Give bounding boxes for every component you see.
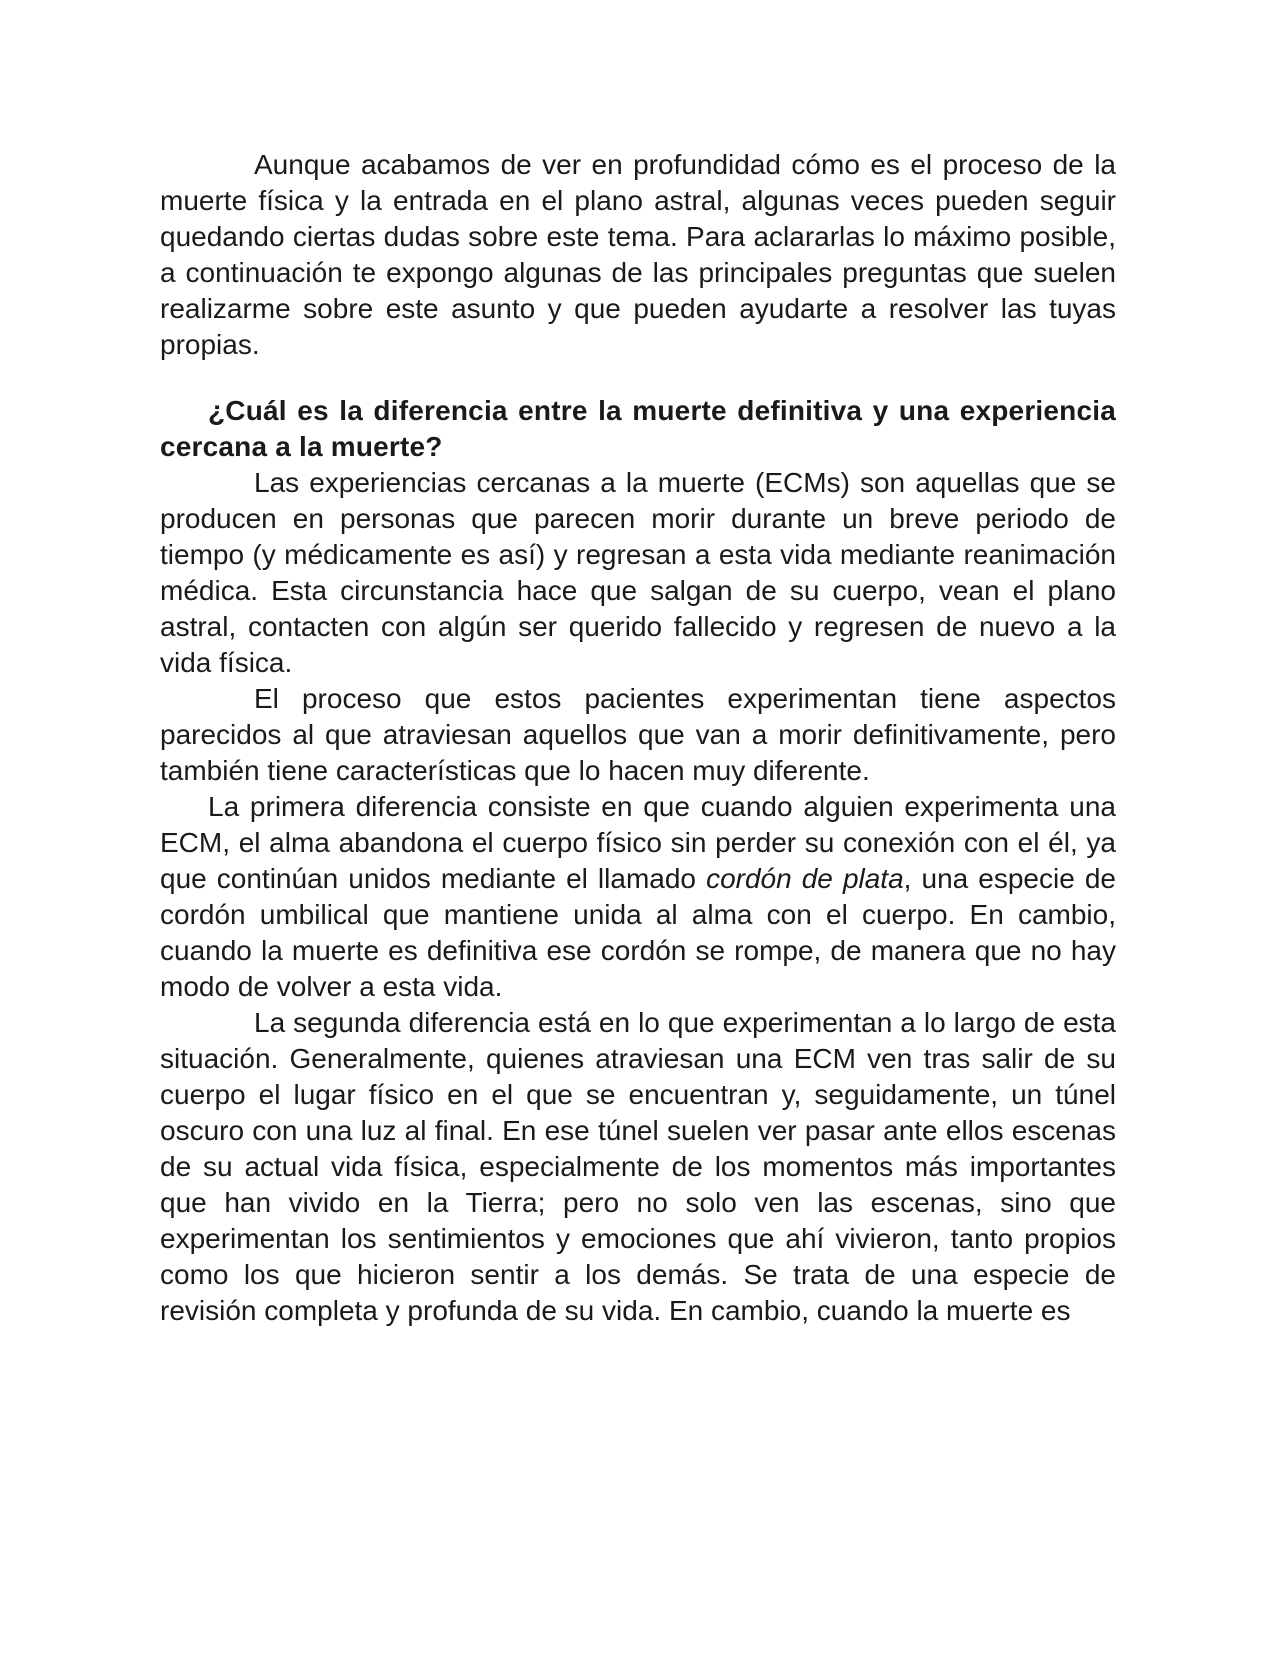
question-heading: ¿Cuál es la diferencia entre la muerte definitiva y una experiencia cercana a la muerte? — [160, 395, 1116, 462]
answer-paragraph-3 — [160, 789, 1116, 1005]
intro-paragraph: Aunque acabamos de ver en profundidad cómo es el proceso de la muerte física y la entrada en el plano astral, algunas veces pueden seguir quedando ciertas dudas sobre este tema. Para aclararlas lo máximo posible, a continuación te expongo algunas de las principales preguntas que suelen realizarme sobre este asunto y que pueden ayudarte a resolver las tuyas propias. — [160, 149, 1116, 360]
italic-term: cordón de plata — [706, 863, 904, 894]
document-page — [160, 147, 1116, 1329]
answer-paragraph-3-start: La primera diferencia consiste en que cuando alguien experimenta una ECM, el alma abandona el cuerpo físico sin perder su conexión con el él, ya que continúan unidos mediante el llamado — [160, 791, 1116, 894]
answer-paragraph-1: Las experiencias cercanas a la muerte (ECMs) son aquellas que se producen en personas que parecen morir durante un breve periodo de tiempo (y médicamente es así) y regresan a esta vida mediante reanimación médica. Esta circunstancia hace que salgan de su cuerpo, vean el plano astral, contacten con algún ser querido fallecido y regresen de nuevo a la vida física. — [160, 467, 1116, 678]
answer-paragraph-2: El proceso que estos pacientes experimentan tiene aspectos parecidos al que atraviesan aquellos que van a morir definitivamente, pero también tiene características que lo hacen muy diferente. — [160, 683, 1116, 786]
answer-paragraph-4: La segunda diferencia está en lo que experimentan a lo largo de esta situación. Generalmente, quienes atraviesan una ECM ven tras salir de su cuerpo el lugar físico en el que se encuentran y, seguidamente, un túnel oscuro con una luz al final. En ese túnel suelen ver pasar ante ellos escenas de su actual vida física, especialmente de los momentos más importantes que han vivido en la Tierra; pero no solo ven las escenas, sino que experimentan los sentimientos y emociones que ahí vivieron, tanto propios como los que hicieron sentir a los demás. Se trata de una especie de revisión completa y profunda de su vida. En cambio, cuando la muerte es — [160, 1007, 1116, 1326]
answer-paragraph-3-end: , una especie de cordón umbilical que mantiene unida al alma con el cuerpo. En cambio, cuando la muerte es definitiva ese cordón se rompe, de manera que no hay modo de volver a esta vida. — [160, 863, 1116, 1002]
paragraph-gap — [160, 363, 1116, 393]
